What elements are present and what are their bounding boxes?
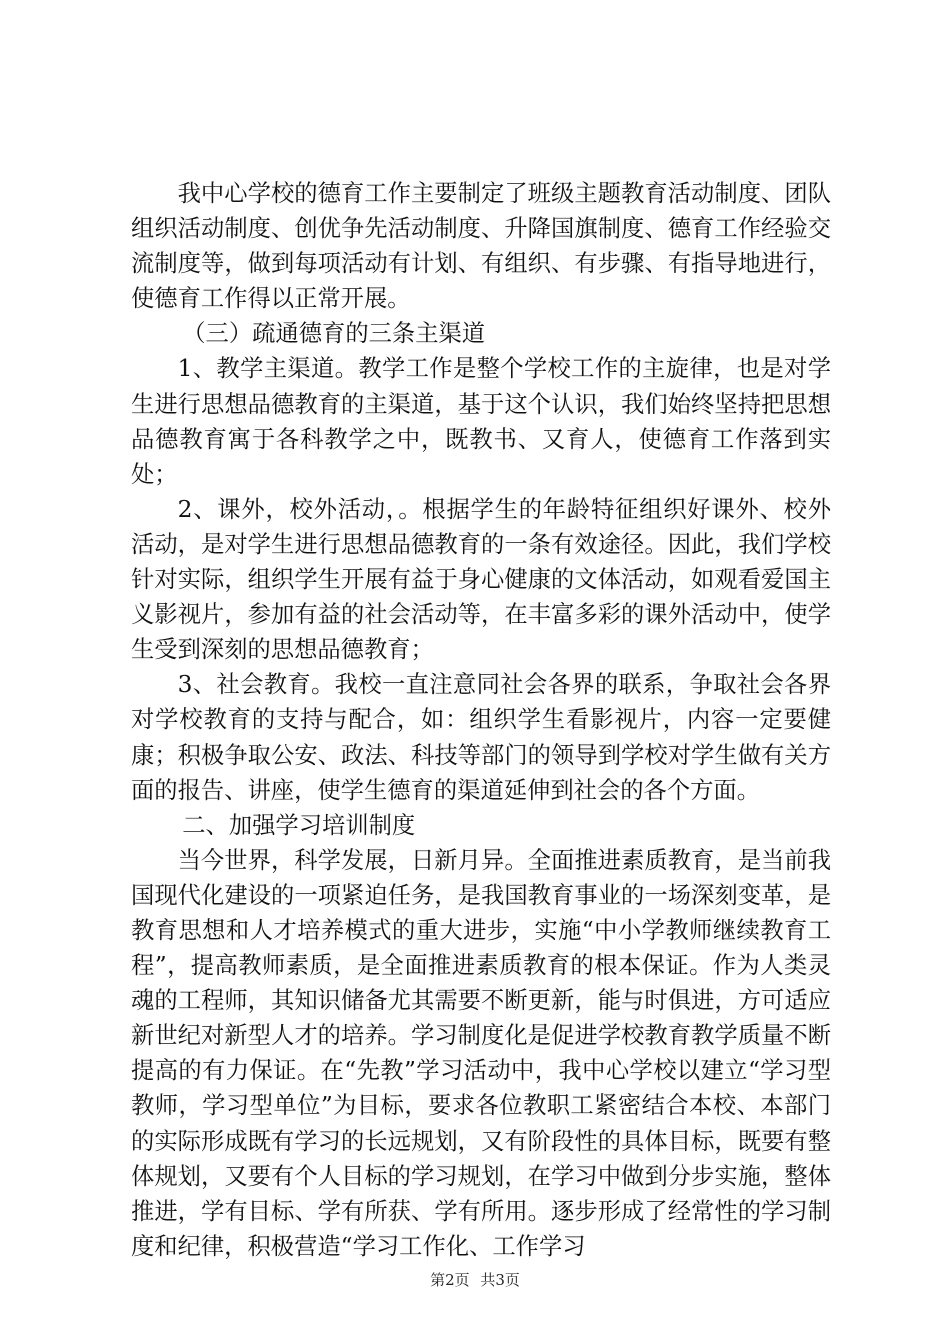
page-footer: [0, 1270, 950, 1290]
paragraph-learning-system: 当今世界，科学发展，日新月异。全面推进素质教育，是当前我国现代化建设的一项紧迫任务，是我国教育事业的一场深刻变革，是教育思想和人才培养模式的重大进步，实施“中小学教师继续教育工程”，提高教师素质，是全面推进素质教育的根本保证。作为人类灵魂的工程师，其知识储备尤其需要不断更新，能与时俱进，方可适应新世纪对新型人才的培养。学习制度化是促进学校教育教学质量不断提高的有力保证。在“先教”学习活动中，我中心学校以建立“学习型教师，学习型单位”为目标，要求各位教职工紧密结合本校、本部门的实际形成既有学习的长远规划，又有阶段性的具体目标，既要有整体规划，又要有个人目标的学习规划，在学习中做到分步实施，整体推进，学有目标、学有所获、学有所用。逐步形成了经常性的学习制度和纪律，积极营造“学习工作化、工作学习: [131, 846, 831, 1260]
paragraph-moral-education-system: 我中心学校的德育工作主要制定了班级主题教育活动制度、团队组织活动制度、创优争先活动制度、升降国旗制度、德育工作经验交流制度等，做到每项活动有计划、有组织、有步骤、有指导地进行，使德育工作得以正常开展。: [131, 180, 831, 313]
total-page-count: 共3页: [480, 1271, 520, 1289]
paragraph-teaching-channel: 1、教学主渠道。教学工作是整个学校工作的主旋律，也是对学生进行思想品德教育的主渠道，基于这个认识，我们始终坚持把思想品德教育寓于各科教学之中，既教书、又育人，使德育工作落到实处；: [131, 355, 831, 488]
paragraph-social-education: 3、社会教育。我校一直注意同社会各界的联系，争取社会各界对学校教育的支持与配合，如：组织学生看影视片，内容一定要健康；积极争取公安、政法、科技等部门的领导到学校对学生做有关方面的报告、讲座，使学生德育的渠道延伸到社会的各个方面。: [131, 671, 831, 804]
paragraph-extracurricular-activities: 2、课外，校外活动，。根据学生的年龄特征组织好课外、校外活动，是对学生进行思想品德教育的一条有效途径。因此，我们学校针对实际，组织学生开展有益于身心健康的文体活动，如观看爱国主义影视片，参加有益的社会活动等，在丰富多彩的课外活动中，使学生受到深刻的思想品德教育；: [131, 495, 831, 664]
section-heading-learning-training: 二、加强学习培训制度: [182, 811, 416, 839]
current-page-number: 第2页: [430, 1271, 470, 1289]
document-body: [131, 176, 831, 1264]
section-heading-three-channels: （三）疏通德育的三条主渠道: [182, 320, 486, 348]
